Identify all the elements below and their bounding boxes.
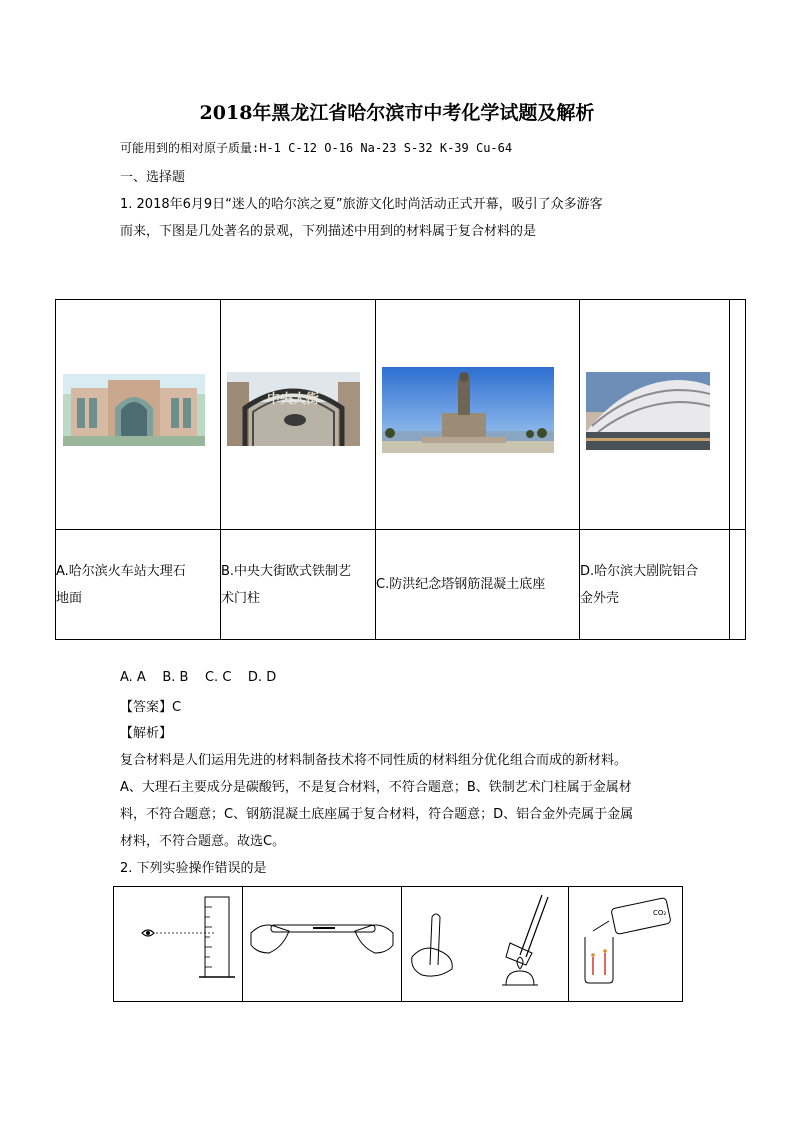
q1-image-cell-b — [221, 300, 376, 530]
caption-b — [221, 530, 376, 640]
q1-stem-line1: 1. 2018年6月9日“迷人的哈尔滨之夏”旅游文化时尚活动正式开幕，吸引了众多游客 — [120, 197, 603, 212]
grand-theatre-image — [586, 372, 710, 450]
caption-a-line1: A.哈尔滨火车站大理石 — [56, 563, 186, 579]
q2-stem: 2. 下列实验操作错误的是 — [120, 861, 267, 876]
co2-pouring-drawing — [569, 887, 682, 997]
railway-station-image — [63, 374, 205, 446]
caption-a-line2: 地面 — [56, 590, 83, 606]
arch-sign-text: 中央大街 — [266, 392, 320, 407]
q1-image-cell-d — [580, 300, 730, 530]
doc-title: 2018年黑龙江省哈尔滨市中考化学试题及解析 — [199, 102, 595, 124]
q2-cell-graduated-cylinder — [114, 887, 243, 1002]
co2-bottle-label: CO₂ — [653, 909, 667, 917]
q2-cell-co2-pouring — [569, 887, 683, 1002]
flood-memorial-tower-image — [382, 367, 554, 453]
q1-stem-line2: 而来，下图是几处著名的景观，下列描述中用到的材料属于复合材料的是 — [120, 224, 537, 239]
test-tube-and-lamp-drawing — [402, 887, 568, 997]
q1-image-cell-a — [56, 300, 221, 530]
q2-cell-test-tube-heating — [402, 887, 569, 1002]
caption-d-line2: 金外壳 — [580, 590, 620, 606]
q1-image-cell-c — [376, 300, 580, 530]
caption-b-line1: B.中央大街欧式铁制艺 — [221, 563, 352, 579]
caption-c-line1: C.防洪纪念塔钢筋混凝土底座 — [376, 577, 546, 592]
caption-b-line2: 术门柱 — [221, 590, 261, 606]
caption-c — [376, 530, 580, 640]
q1-analysis-heading: 【解析】 — [120, 726, 173, 741]
graduated-cylinder-drawing — [114, 887, 242, 997]
caption-d — [580, 530, 730, 640]
caption-d-line1: D.哈尔滨大剧院铝合 — [580, 563, 699, 579]
central-street-arch-image — [227, 372, 360, 446]
q2-cell-glass-tube — [243, 887, 402, 1002]
atomic-masses: 可能用到的相对原子质量:H-1 C-12 O-16 Na-23 S-32 K-39 Cu-64 — [120, 141, 513, 155]
section-heading: 一、选择题 — [120, 170, 186, 185]
glass-tube-connection-drawing — [243, 887, 401, 997]
q1-analysis-line2: A、大理石主要成分是碳酸钙，不是复合材料，不符合题意；B、铁制艺术门柱属于金属材 — [120, 780, 632, 795]
caption-extra — [730, 530, 746, 640]
q1-answer: 【答案】C — [120, 700, 182, 715]
q1-analysis-line1: 复合材料是人们运用先进的材料制备技术将不同性质的材料组分优化组合而成的新材料。 — [120, 753, 628, 768]
q2-experiment-table — [113, 886, 683, 1002]
caption-a — [56, 530, 221, 640]
q1-image-table — [55, 299, 746, 640]
q1-image-cell-extra — [730, 300, 746, 530]
q1-analysis-line3: 料，不符合题意；C、钢筋混凝土底座属于复合材料，符合题意；D、铝合金外壳属于金属 — [120, 807, 634, 822]
q1-analysis-line4: 材料，不符合题意。故选C。 — [120, 834, 286, 849]
q1-options: A. A B. B C. C D. D — [120, 670, 277, 685]
